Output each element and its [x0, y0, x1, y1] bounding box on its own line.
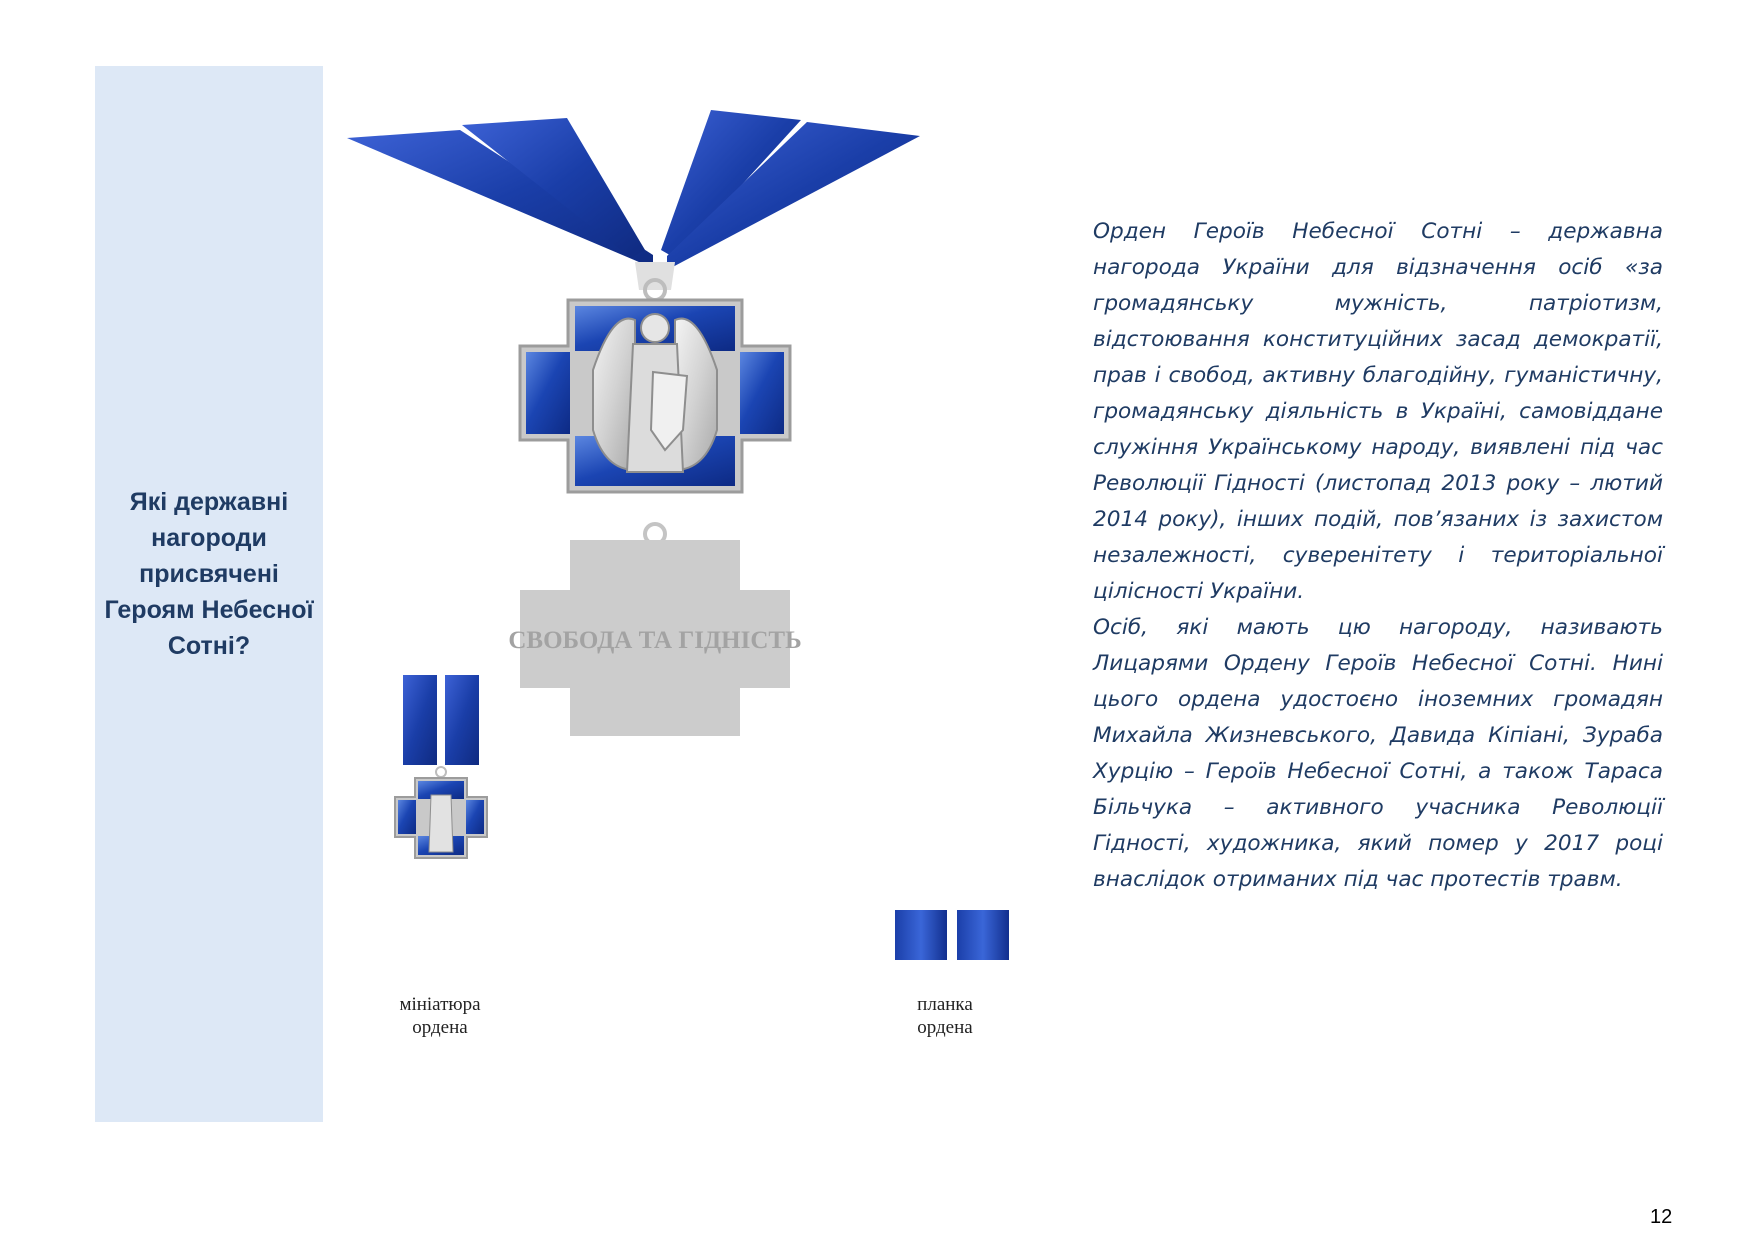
order-illustration-svg	[335, 100, 1055, 1060]
order-description	[1093, 214, 1663, 898]
sidebar-question: Які державні нагороди присвячені Героям Небесної Сотні?	[104, 488, 314, 660]
order-obverse-cross	[520, 300, 790, 492]
order-illustration	[335, 100, 1055, 1060]
neck-ribbon	[347, 110, 920, 290]
page-number: 12	[1650, 1206, 1673, 1228]
order-plank	[895, 910, 1009, 960]
caption-plank: планка ордена	[917, 994, 973, 1038]
reverse-inscription: СВОБОДА ТА ГІДНІСТЬ	[508, 627, 802, 654]
caption-miniature: мініатюра ордена	[399, 994, 481, 1038]
description-paragraph-1: Орден Героїв Небесної Сотні – державна нагорода України для відзначення осіб «за громадянську мужність, патріотизм, відстоювання конституційних засад демократії, прав і свобод, активну благодійну, гуманістичну, громадянську діяльність в Україні, самовіддане служіння Українському народу, виявлені під час Революції Гідності (листопад 2013 року – лютий 2014 року), інших подій, пов’язаних із захистом незалежності, суверенітету і територіальної цілісності України.	[1093, 219, 1663, 604]
order-reverse-cross	[508, 524, 801, 736]
description-paragraph-2: Осіб, які мають цю нагороду, називають Лицарями Ордену Героїв Небесної Сотні. Нині цього ордена удостоєно іноземних громадян Михайла Жизневського, Давида Кіпіані, Зураба Хурцію – Героїв Небесної Сотні, а також Тараса Більчука – активного учасника Революції Гідності, художника, який помер у 2017 році внаслідок отриманих під час протестів травм.	[1093, 615, 1663, 892]
order-miniature	[395, 675, 487, 858]
sidebar-panel	[95, 66, 323, 1122]
